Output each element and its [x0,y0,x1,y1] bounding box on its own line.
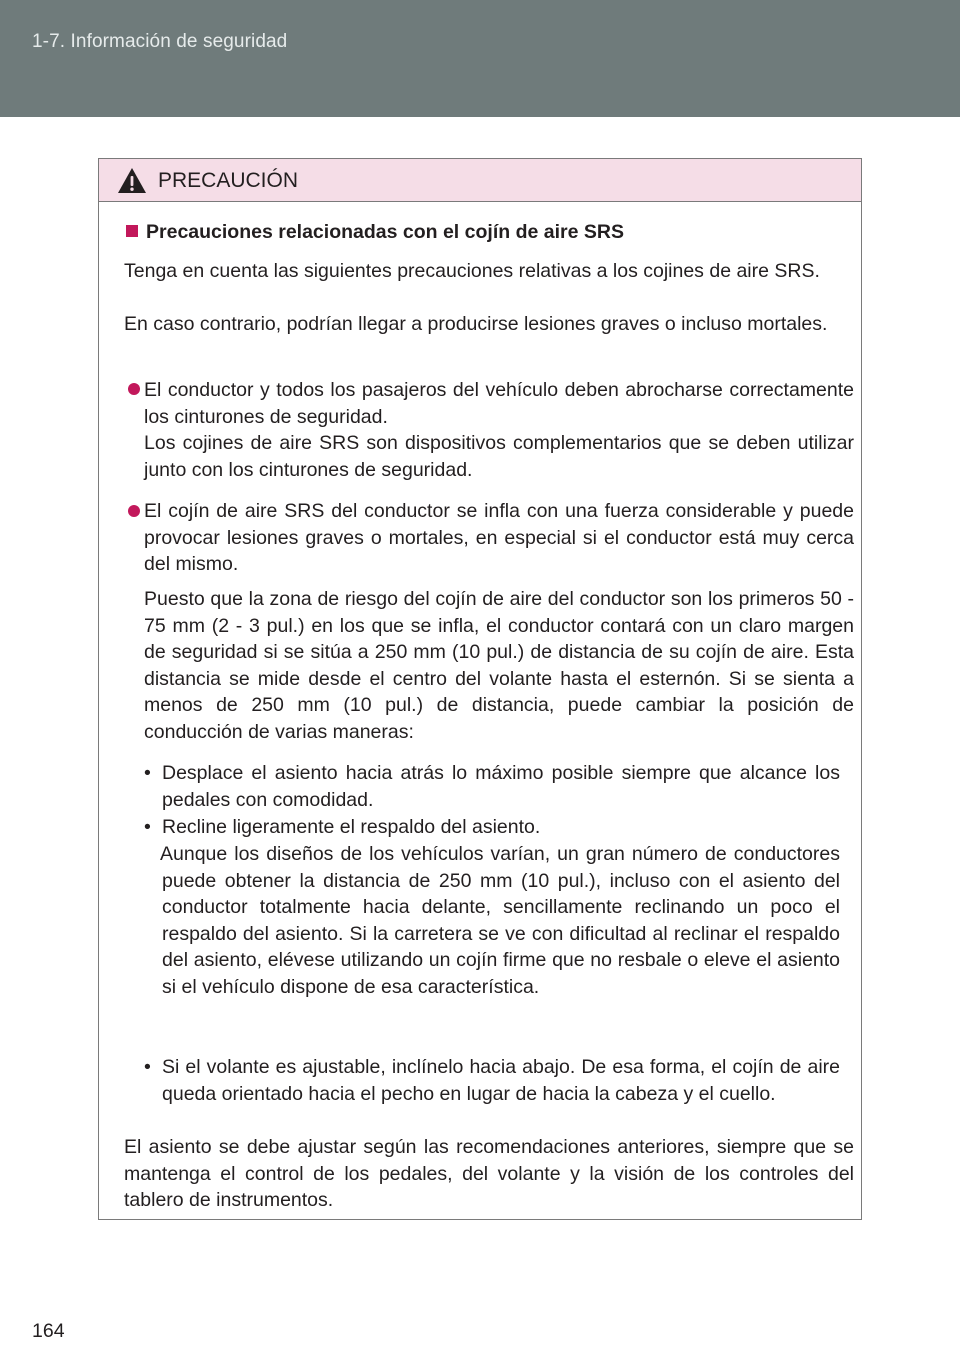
closing-paragraph: El asiento se debe ajustar según las recomendaciones anteriores, siempre que se mantenga el control de los pedales, del volante y la visión de los controles del tablero de instrumentos. [124,1136,854,1212]
point-1-detail: Los cojines de aire SRS son dispositivos complementarios que se deben utilizar junto con los cinturones de seguridad. [144,432,854,481]
point-1-text: El conductor y todos los pasajeros del vehículo deben abrocharse correctamente los cinturones de seguridad. [144,379,854,428]
sub-item-2: Recline ligeramente el respaldo del asiento. [162,816,541,838]
page-number: 164 [32,1320,65,1342]
sub-bullet-marker: • [144,1056,151,1078]
bullet-dot-icon [128,505,140,517]
sub-bullet-marker: • [144,762,151,784]
sub-item-2-detail: Aunque los diseños de los vehículos varían, un gran número de conductores puede obtener la distancia de 250 mm (10 pul.), incluso con el asiento del conductor totalmente hacia delante, sencillamente reclinando un poco el respaldo del asiento. Si la carretera se ve con dificultad al reclinar el respaldo del asiento, elévese utilizando un cojín firme que no resbale o eleve el asiento si el vehículo dispone de esa característica. [160,843,840,998]
chapter-header-bar [0,0,960,117]
sub-item-3: Si el volante es ajustable, inclínelo hacia abajo. De esa forma, el cojín de aire queda orientado hacia el pecho en lugar de hacia la cabeza y el cuello. [162,1056,840,1105]
sub-bullet-marker: • [144,816,151,838]
caution-header [99,159,861,202]
chapter-title: 1-7. Información de seguridad [32,31,288,52]
point-2-explanation: Puesto que la zona de riesgo del cojín de aire del conductor son los primeros 50 - 75 mm (2 - 3 pul.) en los que se infla, el conductor contará con un claro margen de seguridad si se sitúa a 250 mm (10 pul.) de distancia de su cojín de aire. Esta distancia se mide desde el centro del volante hasta el esternón. Si se sienta a menos de 250 mm (10 pul.) de distancia, puede cambiar la posición de conducción de varias maneras: [144,588,854,743]
caution-box [98,158,862,1220]
bullet-dot-icon [128,383,140,395]
square-bullet-icon [126,225,138,237]
caution-title: PRECAUCIÓN [158,169,299,192]
intro-paragraph-1: Tenga en cuenta las siguientes precauciones relativas a los cojines de aire SRS. [124,260,820,282]
section-heading: Precauciones relacionadas con el cojín de aire SRS [126,219,624,246]
intro-paragraph-2: En caso contrario, podrían llegar a producirse lesiones graves o incluso mortales. [124,313,828,335]
warning-triangle-icon [117,167,147,194]
sub-item-1: Desplace el asiento hacia atrás lo máximo posible siempre que alcance los pedales con comodidad. [162,762,840,811]
point-2-text: El cojín de aire SRS del conductor se infla con una fuerza considerable y puede provocar lesiones graves o mortales, en especial si el conductor está muy cerca del mismo. [144,500,854,576]
